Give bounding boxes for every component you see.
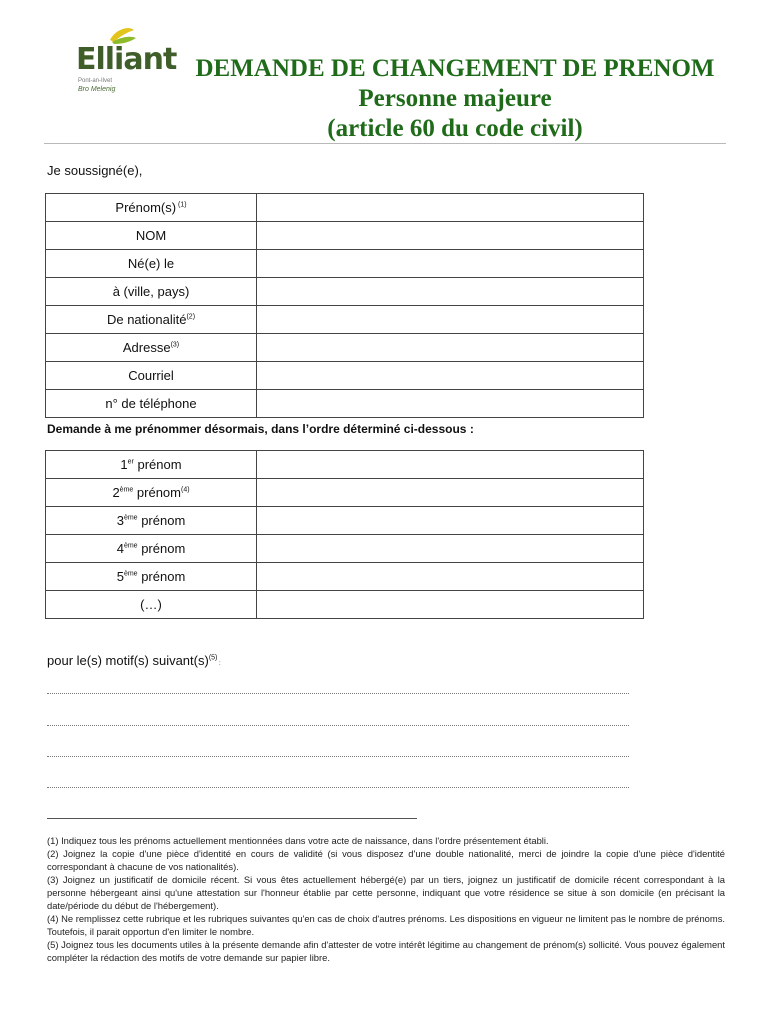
footnote-5: (5) Joignez tous les documents utiles à la présente demande afin d'attester de votre intérêt légitime au changement de prénom(s) sollicité. Vous pouvez également compléter la rédaction des motifs de votre demande sur papier libre. [47,939,725,963]
motif-line-3[interactable] [47,756,629,757]
identity-table [45,193,644,418]
prenom-2-input[interactable] [257,479,644,507]
field-label: à (ville, pays) [46,278,257,306]
prenom-4-input[interactable] [257,535,644,563]
logo-tagline: Bro Melenig [78,86,116,93]
field-label: (…) [46,591,257,619]
prenoms-table [45,450,644,619]
document-title [180,54,730,144]
title-line-3: (article 60 du code civil) [327,115,583,142]
footnote-3: (3) Joignez un justificatif de domicile récent. Si vous êtes actuellement hébergé(e) par un tiers, joignez un justificatif de domicile récent correspondant à la personne hébergeant ainsi qu'une attestation sur l'honneur établie par cette personne, indiquant que votre résidence se situe à son domicile (en précisant la date/période du début de l'hébergement). [47,874,725,911]
field-label: NOM [46,222,257,250]
field-label: Adresse$^{(3)}$ [46,334,257,362]
footnote-separator [47,818,417,819]
birth-date-input[interactable] [257,250,644,278]
phone-input[interactable] [257,390,644,418]
birth-place-input[interactable] [257,278,644,306]
table-row [46,222,644,250]
field-label: 3ème prénom [46,507,257,535]
table-row [46,306,644,334]
field-label: 1er prénom [46,451,257,479]
intro-text: Je soussigné(e), [47,163,143,178]
footnote-4: (4) Ne remplissez cette rubrique et les rubriques suivantes qu'en cas de choix d'autres prénoms. Les dispositions en vigueur ne limitent pas le nombre de prénoms. Toutefois, il parait opportun d'en limiter le nombre. [47,913,725,937]
header-divider [44,143,726,144]
table-row [46,451,644,479]
prenom-5-input[interactable] [257,563,644,591]
table-row [46,591,644,619]
motif-line-2[interactable] [47,725,629,726]
table-row [46,507,644,535]
prenom-1-input[interactable] [257,451,644,479]
field-label: De nationalité$^{(2)}$ [46,306,257,334]
table-row [46,563,644,591]
field-label: n° de téléphone [46,390,257,418]
motif-line-4[interactable] [47,787,629,788]
email-input[interactable] [257,362,644,390]
table-row [46,250,644,278]
prenom-more-input[interactable] [257,591,644,619]
footnotes [47,834,725,964]
prenoms-input[interactable] [257,194,644,222]
field-label: 5ème prénom [46,563,257,591]
table-row [46,194,644,222]
table-row [46,362,644,390]
table-row [46,479,644,507]
logo [72,26,177,96]
logo-subtitle: Pont-an-Ilvet [78,78,113,84]
field-label: 2ème prénom$^{(4)}$ [46,479,257,507]
motif-line-1[interactable] [47,693,629,694]
nom-input[interactable] [257,222,644,250]
footnote-2: (2) Joignez la copie d'une pièce d'identité en cours de validité (si vous disposez d'une double nationalité, merci de joindre la copie d'une pièce d'identité correspondant à chacune de vos nationalités). [47,848,725,872]
title-line-2: Personne majeure [358,85,552,112]
nationality-input[interactable] [257,306,644,334]
footnote-1: (1) Indiquez tous les prénoms actuellement mentionnées dans votre acte de naissance, dans l'ordre présentement établi. [47,835,549,846]
logo-name: Elliant [76,42,177,77]
demande-label: Demande à me prénommer désormais, dans l’ordre déterminé ci-dessous : [47,422,474,436]
table-row [46,278,644,306]
table-row [46,535,644,563]
address-input[interactable] [257,334,644,362]
title-line-1: DEMANDE DE CHANGEMENT DE PRENOM [195,55,715,82]
motif-label: pour le(s) motif(s) $suivant(s)^{(5)}$ : [47,653,221,668]
field-label: Courriel [46,362,257,390]
prenom-3-input[interactable] [257,507,644,535]
table-row [46,334,644,362]
field-label: Né(e) le [46,250,257,278]
table-row [46,390,644,418]
field-label: 4ème prénom [46,535,257,563]
field-label: Prénom(s) $^{(1)}$ [46,194,257,222]
